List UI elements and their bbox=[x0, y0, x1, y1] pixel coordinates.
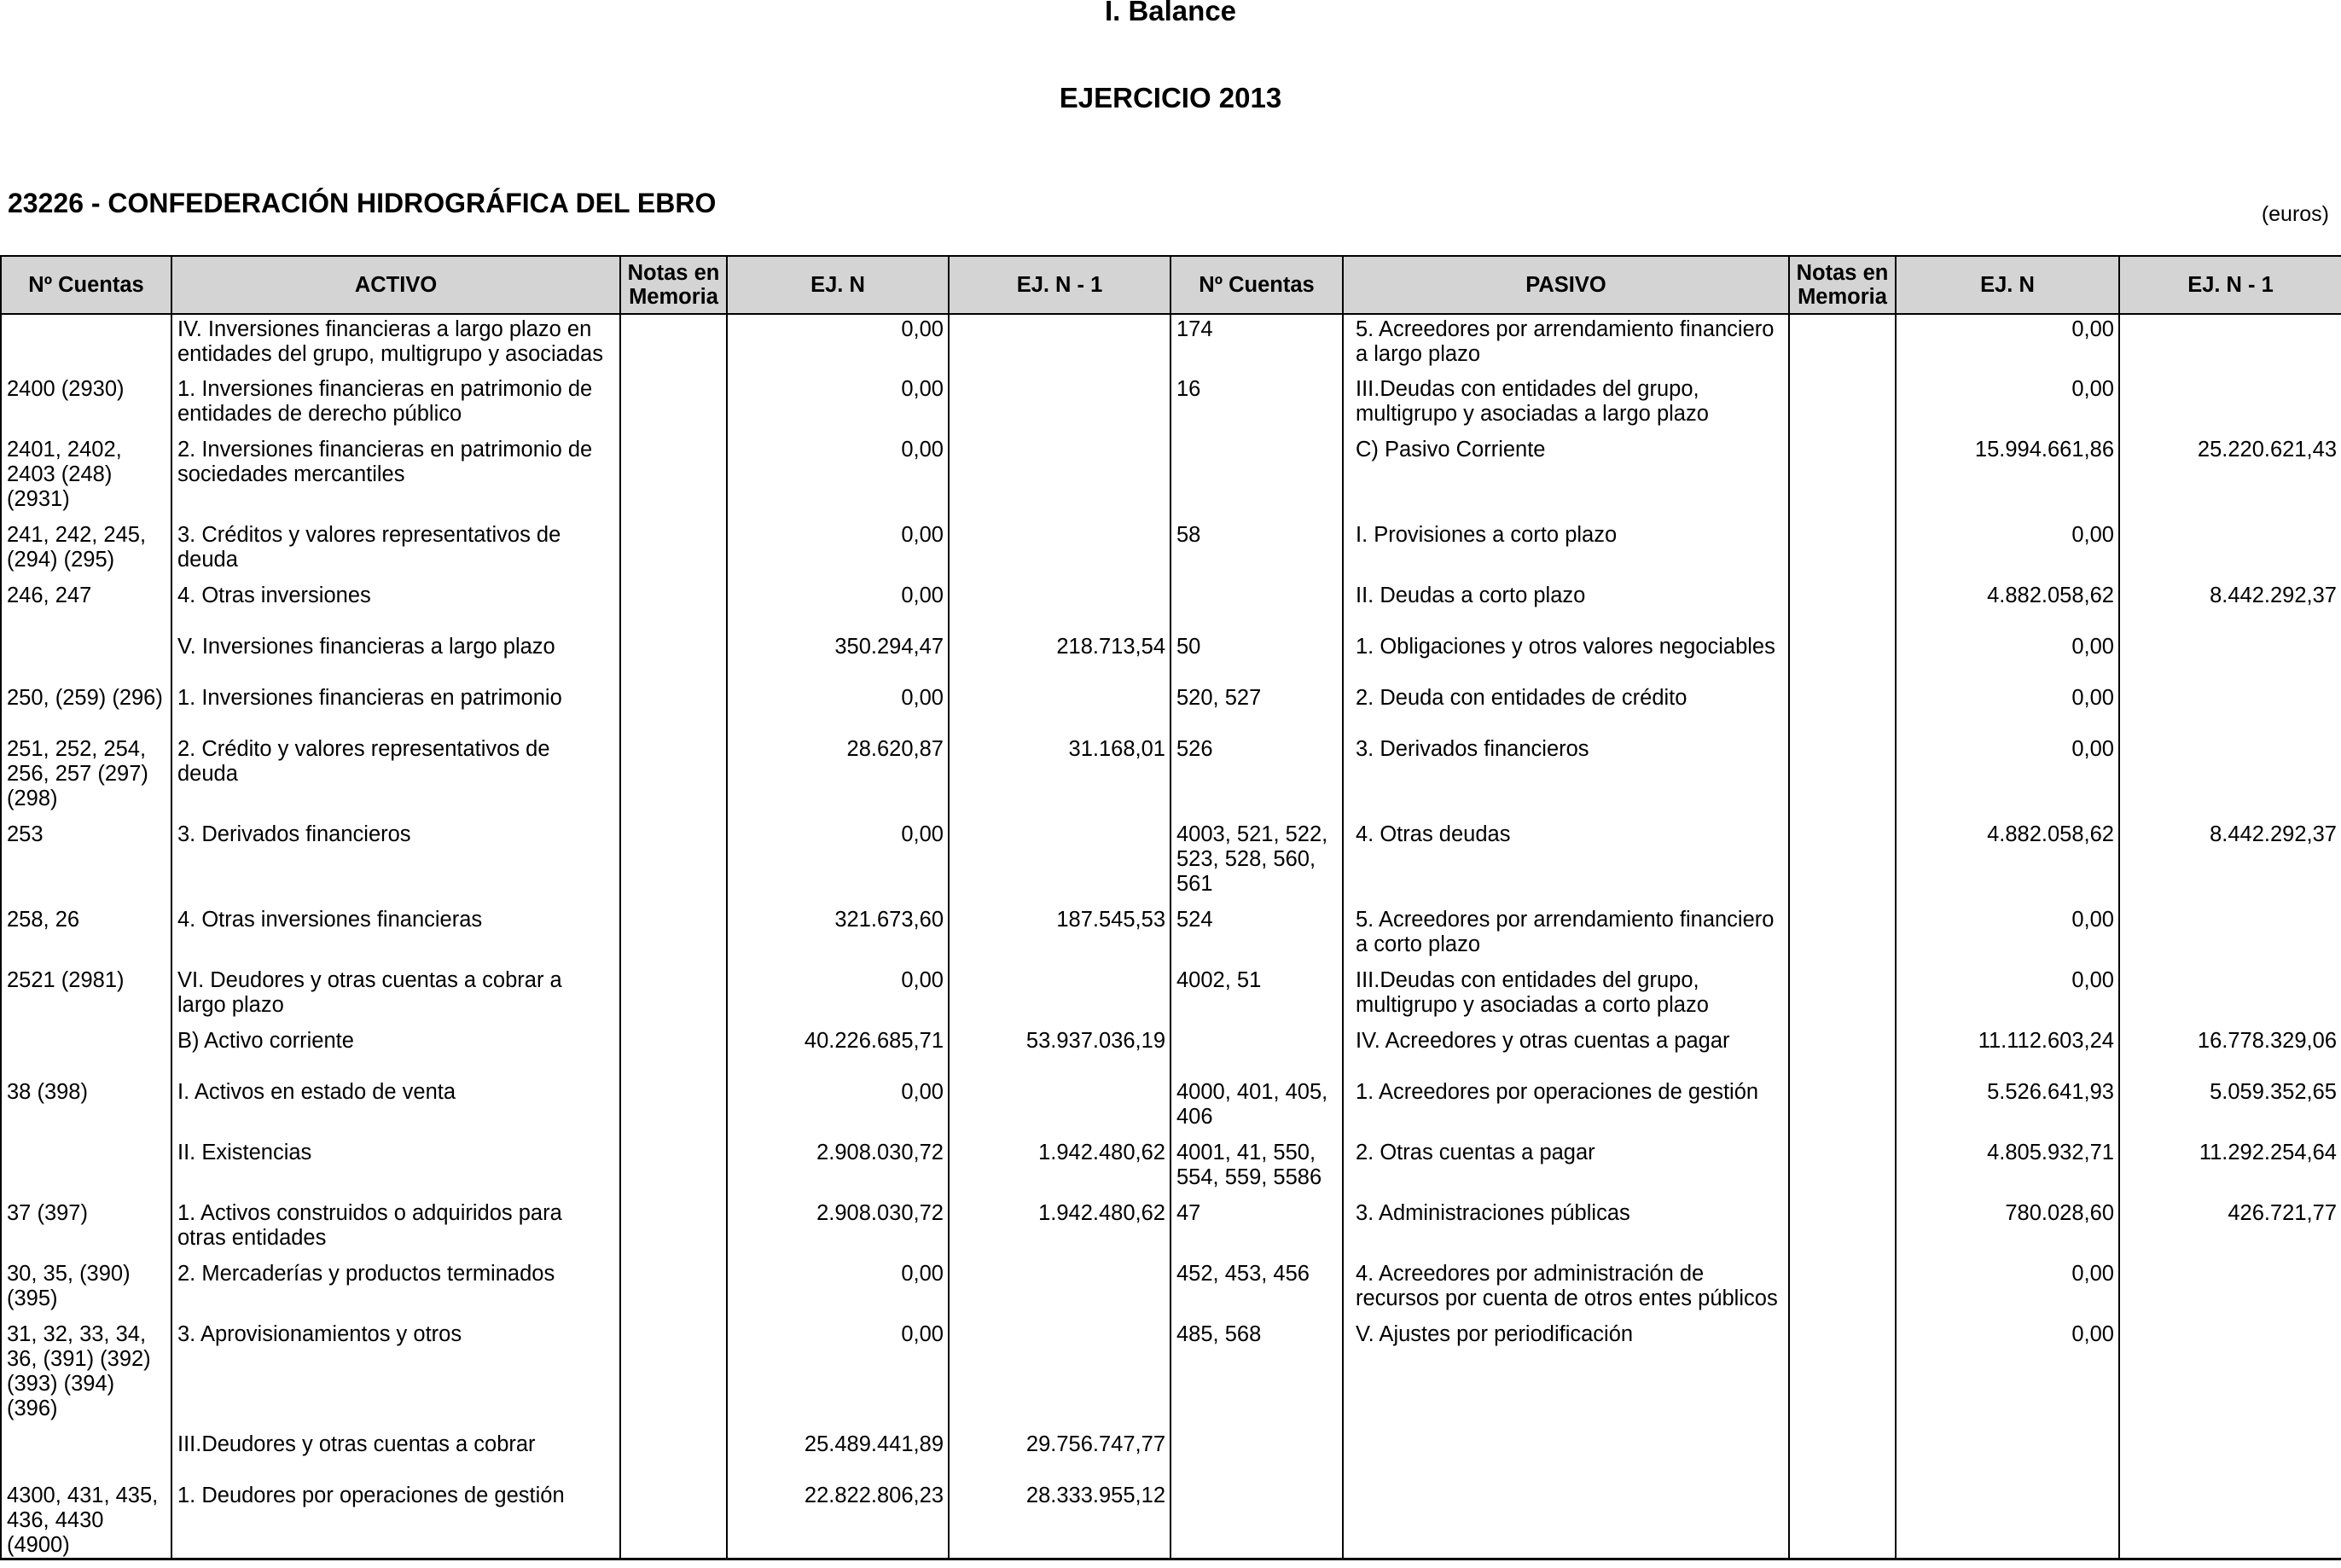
cell-notas-pasivo bbox=[1789, 632, 1896, 683]
cell-cuentas-pasivo: 4000, 401, 405, 406 bbox=[1170, 1077, 1343, 1138]
cell-ejn-pasivo: 5.526.641,93 bbox=[1896, 1077, 2119, 1138]
cell-cuentas-activo: 250, (259) (296) bbox=[1, 683, 171, 735]
cell-ejn1-activo bbox=[949, 375, 1170, 435]
cell-activo-label: 4. Otras inversiones financieras bbox=[171, 905, 620, 966]
cell-ejn-pasivo: 4.882.058,62 bbox=[1896, 820, 2119, 905]
cell-ejn1-pasivo bbox=[2119, 1320, 2341, 1430]
cell-ejn-activo: 0,00 bbox=[727, 520, 949, 581]
table-row bbox=[1, 1026, 2341, 1077]
cell-ejn-activo: 25.489.441,89 bbox=[727, 1430, 949, 1481]
cell-notas-activo bbox=[620, 1026, 727, 1077]
cell-ejn1-pasivo: 8.442.292,37 bbox=[2119, 820, 2341, 905]
cell-pasivo-label bbox=[1343, 1481, 1789, 1559]
cell-activo-label: B) Activo corriente bbox=[171, 1026, 620, 1077]
cell-ejn1-activo: 53.937.036,19 bbox=[949, 1026, 1170, 1077]
cell-ejn-activo: 0,00 bbox=[727, 314, 949, 375]
cell-notas-activo bbox=[620, 905, 727, 966]
cell-pasivo-label bbox=[1343, 1430, 1789, 1481]
cell-ejn-activo: 0,00 bbox=[727, 581, 949, 632]
cell-ejn1-activo bbox=[949, 314, 1170, 375]
cell-ejn1-activo: 28.333.955,12 bbox=[949, 1481, 1170, 1559]
cell-ejn1-pasivo: 426.721,77 bbox=[2119, 1199, 2341, 1259]
cell-activo-label: 3. Créditos y valores representativos de deuda bbox=[171, 520, 620, 581]
cell-ejn1-pasivo bbox=[2119, 375, 2341, 435]
table-row bbox=[1, 735, 2341, 820]
cell-cuentas-activo bbox=[1, 1430, 171, 1481]
cell-ejn-pasivo: 15.994.661,86 bbox=[1896, 435, 2119, 520]
cell-ejn-activo: 0,00 bbox=[727, 435, 949, 520]
cell-cuentas-activo: 31, 32, 33, 34, 36, (391) (392) (393) (394) (396) bbox=[1, 1320, 171, 1430]
cell-cuentas-activo bbox=[1, 314, 171, 375]
cell-cuentas-pasivo: 452, 453, 456 bbox=[1170, 1259, 1343, 1320]
col-header-ejn-pasivo: EJ. N bbox=[1896, 256, 2119, 314]
cell-ejn-activo: 0,00 bbox=[727, 1077, 949, 1138]
cell-ejn1-activo bbox=[949, 966, 1170, 1026]
cell-ejn-pasivo: 0,00 bbox=[1896, 966, 2119, 1026]
cell-notas-pasivo bbox=[1789, 966, 1896, 1026]
cell-ejn-activo: 0,00 bbox=[727, 683, 949, 735]
cell-notas-activo bbox=[620, 1199, 727, 1259]
cell-cuentas-activo: 258, 26 bbox=[1, 905, 171, 966]
cell-ejn-pasivo bbox=[1896, 1430, 2119, 1481]
table-row bbox=[1, 520, 2341, 581]
cell-ejn-pasivo: 4.805.932,71 bbox=[1896, 1138, 2119, 1199]
table-row bbox=[1, 1077, 2341, 1138]
cell-notas-activo bbox=[620, 820, 727, 905]
cell-ejn1-activo: 187.545,53 bbox=[949, 905, 1170, 966]
table-row bbox=[1, 435, 2341, 520]
cell-cuentas-pasivo: 526 bbox=[1170, 735, 1343, 820]
table-row bbox=[1, 683, 2341, 735]
cell-notas-activo bbox=[620, 1430, 727, 1481]
cell-ejn1-activo bbox=[949, 820, 1170, 905]
cell-activo-label: 1. Inversiones financieras en patrimonio de entidades de derecho público bbox=[171, 375, 620, 435]
cell-notas-pasivo bbox=[1789, 1026, 1896, 1077]
cell-ejn-activo: 2.908.030,72 bbox=[727, 1199, 949, 1259]
cell-ejn1-pasivo bbox=[2119, 1259, 2341, 1320]
page-title: I. Balance bbox=[1104, 0, 1237, 26]
cell-cuentas-pasivo: 4001, 41, 550, 554, 559, 5586 bbox=[1170, 1138, 1343, 1199]
cell-ejn-pasivo: 0,00 bbox=[1896, 375, 2119, 435]
cell-cuentas-pasivo: 47 bbox=[1170, 1199, 1343, 1259]
cell-pasivo-label: 1. Obligaciones y otros valores negociables bbox=[1343, 632, 1789, 683]
cell-notas-activo bbox=[620, 1320, 727, 1430]
cell-ejn1-activo: 218.713,54 bbox=[949, 632, 1170, 683]
cell-ejn-activo: 28.620,87 bbox=[727, 735, 949, 820]
cell-cuentas-activo bbox=[1, 632, 171, 683]
cell-pasivo-label: V. Ajustes por periodificación bbox=[1343, 1320, 1789, 1430]
cell-pasivo-label: 2. Otras cuentas a pagar bbox=[1343, 1138, 1789, 1199]
cell-cuentas-pasivo: 520, 527 bbox=[1170, 683, 1343, 735]
cell-ejn-pasivo: 0,00 bbox=[1896, 314, 2119, 375]
balance-sheet-table bbox=[0, 255, 2341, 1560]
cell-pasivo-label: IV. Acreedores y otras cuentas a pagar bbox=[1343, 1026, 1789, 1077]
cell-activo-label: V. Inversiones financieras a largo plazo bbox=[171, 632, 620, 683]
table-row bbox=[1, 375, 2341, 435]
cell-ejn1-pasivo: 11.292.254,64 bbox=[2119, 1138, 2341, 1199]
cell-ejn1-pasivo bbox=[2119, 683, 2341, 735]
cell-cuentas-activo: 2521 (2981) bbox=[1, 966, 171, 1026]
cell-ejn-pasivo: 780.028,60 bbox=[1896, 1199, 2119, 1259]
col-header-ejn1-pasivo: EJ. N - 1 bbox=[2119, 256, 2341, 314]
entity-name: 23226 - CONFEDERACIÓN HIDROGRÁFICA DEL EBRO bbox=[8, 188, 717, 218]
cell-ejn-pasivo: 0,00 bbox=[1896, 683, 2119, 735]
cell-notas-activo bbox=[620, 435, 727, 520]
cell-pasivo-label: 4. Acreedores por administración de recursos por cuenta de otros entes públicos bbox=[1343, 1259, 1789, 1320]
cell-notas-activo bbox=[620, 1138, 727, 1199]
cell-notas-pasivo bbox=[1789, 375, 1896, 435]
cell-pasivo-label: II. Deudas a corto plazo bbox=[1343, 581, 1789, 632]
table-row bbox=[1, 1430, 2341, 1481]
cell-notas-activo bbox=[620, 520, 727, 581]
cell-cuentas-pasivo: 4002, 51 bbox=[1170, 966, 1343, 1026]
cell-activo-label: 1. Activos construidos o adquiridos para otras entidades bbox=[171, 1199, 620, 1259]
cell-cuentas-activo: 38 (398) bbox=[1, 1077, 171, 1138]
cell-ejn1-pasivo bbox=[2119, 905, 2341, 966]
cell-ejn1-activo: 29.756.747,77 bbox=[949, 1430, 1170, 1481]
cell-activo-label: 4. Otras inversiones bbox=[171, 581, 620, 632]
cell-ejn-pasivo: 0,00 bbox=[1896, 735, 2119, 820]
cell-ejn-activo: 22.822.806,23 bbox=[727, 1481, 949, 1559]
table-row bbox=[1, 1259, 2341, 1320]
cell-ejn-pasivo: 0,00 bbox=[1896, 1320, 2119, 1430]
cell-ejn1-activo bbox=[949, 1077, 1170, 1138]
cell-activo-label: 2. Crédito y valores representativos de deuda bbox=[171, 735, 620, 820]
cell-cuentas-pasivo: 50 bbox=[1170, 632, 1343, 683]
cell-activo-label: II. Existencias bbox=[171, 1138, 620, 1199]
col-header-activo: ACTIVO bbox=[171, 256, 620, 314]
col-header-pasivo: PASIVO bbox=[1343, 256, 1789, 314]
cell-ejn1-pasivo bbox=[2119, 314, 2341, 375]
col-header-ejn1-activo: EJ. N - 1 bbox=[949, 256, 1170, 314]
cell-ejn1-activo bbox=[949, 1259, 1170, 1320]
cell-cuentas-pasivo: 524 bbox=[1170, 905, 1343, 966]
cell-ejn1-pasivo bbox=[2119, 735, 2341, 820]
cell-ejn1-pasivo: 5.059.352,65 bbox=[2119, 1077, 2341, 1138]
cell-notas-pasivo bbox=[1789, 581, 1896, 632]
cell-ejn-activo: 0,00 bbox=[727, 966, 949, 1026]
cell-activo-label: 1. Inversiones financieras en patrimonio bbox=[171, 683, 620, 735]
cell-notas-activo bbox=[620, 1259, 727, 1320]
cell-ejn-activo: 321.673,60 bbox=[727, 905, 949, 966]
cell-cuentas-activo: 253 bbox=[1, 820, 171, 905]
cell-ejn-activo: 2.908.030,72 bbox=[727, 1138, 949, 1199]
cell-notas-pasivo bbox=[1789, 1138, 1896, 1199]
cell-notas-pasivo bbox=[1789, 1430, 1896, 1481]
cell-cuentas-pasivo: 16 bbox=[1170, 375, 1343, 435]
table-row bbox=[1, 1199, 2341, 1259]
cell-cuentas-pasivo bbox=[1170, 435, 1343, 520]
cell-activo-label: IV. Inversiones financieras a largo plazo en entidades del grupo, multigrupo y asociadas bbox=[171, 314, 620, 375]
table-header-row bbox=[1, 256, 2341, 314]
cell-cuentas-activo: 2401, 2402, 2403 (248) (2931) bbox=[1, 435, 171, 520]
cell-notas-pasivo bbox=[1789, 683, 1896, 735]
cell-notas-pasivo bbox=[1789, 1320, 1896, 1430]
cell-cuentas-pasivo bbox=[1170, 1481, 1343, 1559]
cell-cuentas-pasivo: 58 bbox=[1170, 520, 1343, 581]
fiscal-year-subtitle: EJERCICIO 2013 bbox=[1059, 82, 1282, 113]
cell-ejn1-pasivo bbox=[2119, 632, 2341, 683]
table-row bbox=[1, 905, 2341, 966]
cell-notas-pasivo bbox=[1789, 820, 1896, 905]
cell-cuentas-activo bbox=[1, 1138, 171, 1199]
cell-pasivo-label: 5. Acreedores por arrendamiento financiero a corto plazo bbox=[1343, 905, 1789, 966]
cell-pasivo-label: 4. Otras deudas bbox=[1343, 820, 1789, 905]
cell-ejn1-pasivo: 25.220.621,43 bbox=[2119, 435, 2341, 520]
cell-notas-activo bbox=[620, 966, 727, 1026]
table-row bbox=[1, 1138, 2341, 1199]
cell-ejn1-activo: 31.168,01 bbox=[949, 735, 1170, 820]
cell-notas-pasivo bbox=[1789, 735, 1896, 820]
cell-ejn-activo: 0,00 bbox=[727, 820, 949, 905]
cell-notas-pasivo bbox=[1789, 314, 1896, 375]
cell-ejn-pasivo: 0,00 bbox=[1896, 520, 2119, 581]
cell-cuentas-activo: 4300, 431, 435, 436, 4430 (4900) bbox=[1, 1481, 171, 1559]
cell-activo-label: VI. Deudores y otras cuentas a cobrar a largo plazo bbox=[171, 966, 620, 1026]
cell-pasivo-label: 2. Deuda con entidades de crédito bbox=[1343, 683, 1789, 735]
cell-notas-activo bbox=[620, 581, 727, 632]
cell-cuentas-pasivo: 4003, 521, 522, 523, 528, 560, 561 bbox=[1170, 820, 1343, 905]
cell-pasivo-label: III.Deudas con entidades del grupo, multigrupo y asociadas a largo plazo bbox=[1343, 375, 1789, 435]
cell-ejn1-activo: 1.942.480,62 bbox=[949, 1138, 1170, 1199]
cell-notas-activo bbox=[620, 1077, 727, 1138]
cell-activo-label: 3. Aprovisionamientos y otros bbox=[171, 1320, 620, 1430]
col-header-cuentas-activo: Nº Cuentas bbox=[1, 256, 171, 314]
cell-cuentas-activo: 246, 247 bbox=[1, 581, 171, 632]
cell-ejn-activo: 0,00 bbox=[727, 1259, 949, 1320]
cell-notas-pasivo bbox=[1789, 435, 1896, 520]
cell-ejn-activo: 40.226.685,71 bbox=[727, 1026, 949, 1077]
cell-ejn-pasivo: 0,00 bbox=[1896, 632, 2119, 683]
cell-ejn-activo: 0,00 bbox=[727, 375, 949, 435]
cell-ejn-activo: 350.294,47 bbox=[727, 632, 949, 683]
cell-ejn-pasivo: 11.112.603,24 bbox=[1896, 1026, 2119, 1077]
cell-activo-label: 1. Deudores por operaciones de gestión bbox=[171, 1481, 620, 1559]
cell-cuentas-activo: 2400 (2930) bbox=[1, 375, 171, 435]
cell-notas-activo bbox=[620, 632, 727, 683]
currency-units: (euros) bbox=[2261, 202, 2329, 226]
table-row bbox=[1, 820, 2341, 905]
table-row bbox=[1, 966, 2341, 1026]
cell-notas-pasivo bbox=[1789, 520, 1896, 581]
col-header-notas-pasivo: Notas en Memoria bbox=[1789, 256, 1896, 314]
cell-cuentas-activo: 251, 252, 254, 256, 257 (297) (298) bbox=[1, 735, 171, 820]
cell-cuentas-pasivo: 174 bbox=[1170, 314, 1343, 375]
cell-ejn1-pasivo bbox=[2119, 1481, 2341, 1559]
cell-activo-label: 2. Mercaderías y productos terminados bbox=[171, 1259, 620, 1320]
cell-cuentas-activo: 37 (397) bbox=[1, 1199, 171, 1259]
cell-notas-pasivo bbox=[1789, 1259, 1896, 1320]
cell-notas-pasivo bbox=[1789, 905, 1896, 966]
cell-cuentas-pasivo bbox=[1170, 1430, 1343, 1481]
table-row bbox=[1, 1481, 2341, 1559]
cell-ejn-activo: 0,00 bbox=[727, 1320, 949, 1430]
cell-cuentas-activo bbox=[1, 1026, 171, 1077]
cell-ejn1-pasivo bbox=[2119, 966, 2341, 1026]
table-row bbox=[1, 632, 2341, 683]
cell-ejn1-activo bbox=[949, 435, 1170, 520]
cell-activo-label: I. Activos en estado de venta bbox=[171, 1077, 620, 1138]
cell-activo-label: 2. Inversiones financieras en patrimonio de sociedades mercantiles bbox=[171, 435, 620, 520]
cell-notas-pasivo bbox=[1789, 1481, 1896, 1559]
cell-ejn1-pasivo bbox=[2119, 520, 2341, 581]
cell-ejn1-activo bbox=[949, 1320, 1170, 1430]
cell-notas-activo bbox=[620, 1481, 727, 1559]
table-row bbox=[1, 314, 2341, 375]
cell-ejn-pasivo: 0,00 bbox=[1896, 905, 2119, 966]
cell-activo-label: III.Deudores y otras cuentas a cobrar bbox=[171, 1430, 620, 1481]
cell-cuentas-activo: 241, 242, 245, (294) (295) bbox=[1, 520, 171, 581]
cell-pasivo-label: I. Provisiones a corto plazo bbox=[1343, 520, 1789, 581]
cell-pasivo-label: 3. Administraciones públicas bbox=[1343, 1199, 1789, 1259]
cell-notas-activo bbox=[620, 735, 727, 820]
cell-cuentas-pasivo: 485, 568 bbox=[1170, 1320, 1343, 1430]
col-header-ejn-activo: EJ. N bbox=[727, 256, 949, 314]
cell-activo-label: 3. Derivados financieros bbox=[171, 820, 620, 905]
cell-pasivo-label: C) Pasivo Corriente bbox=[1343, 435, 1789, 520]
cell-ejn1-pasivo: 16.778.329,06 bbox=[2119, 1026, 2341, 1077]
cell-cuentas-activo: 30, 35, (390) (395) bbox=[1, 1259, 171, 1320]
col-header-cuentas-pasivo: Nº Cuentas bbox=[1170, 256, 1343, 314]
cell-ejn1-pasivo bbox=[2119, 1430, 2341, 1481]
cell-ejn-pasivo: 0,00 bbox=[1896, 1259, 2119, 1320]
cell-ejn1-activo bbox=[949, 520, 1170, 581]
cell-pasivo-label: 1. Acreedores por operaciones de gestión bbox=[1343, 1077, 1789, 1138]
cell-cuentas-pasivo bbox=[1170, 581, 1343, 632]
cell-pasivo-label: 3. Derivados financieros bbox=[1343, 735, 1789, 820]
cell-ejn-pasivo bbox=[1896, 1481, 2119, 1559]
cell-notas-activo bbox=[620, 314, 727, 375]
cell-notas-activo bbox=[620, 375, 727, 435]
cell-pasivo-label: 5. Acreedores por arrendamiento financiero a largo plazo bbox=[1343, 314, 1789, 375]
cell-notas-pasivo bbox=[1789, 1199, 1896, 1259]
col-header-notas-activo: Notas en Memoria bbox=[620, 256, 727, 314]
table-row bbox=[1, 581, 2341, 632]
cell-cuentas-pasivo bbox=[1170, 1026, 1343, 1077]
cell-ejn1-activo bbox=[949, 581, 1170, 632]
cell-notas-pasivo bbox=[1789, 1077, 1896, 1138]
cell-ejn1-pasivo: 8.442.292,37 bbox=[2119, 581, 2341, 632]
cell-notas-activo bbox=[620, 683, 727, 735]
cell-ejn-pasivo: 4.882.058,62 bbox=[1896, 581, 2119, 632]
cell-pasivo-label: III.Deudas con entidades del grupo, multigrupo y asociadas a corto plazo bbox=[1343, 966, 1789, 1026]
table-row bbox=[1, 1320, 2341, 1430]
cell-ejn1-activo: 1.942.480,62 bbox=[949, 1199, 1170, 1259]
cell-ejn1-activo bbox=[949, 683, 1170, 735]
